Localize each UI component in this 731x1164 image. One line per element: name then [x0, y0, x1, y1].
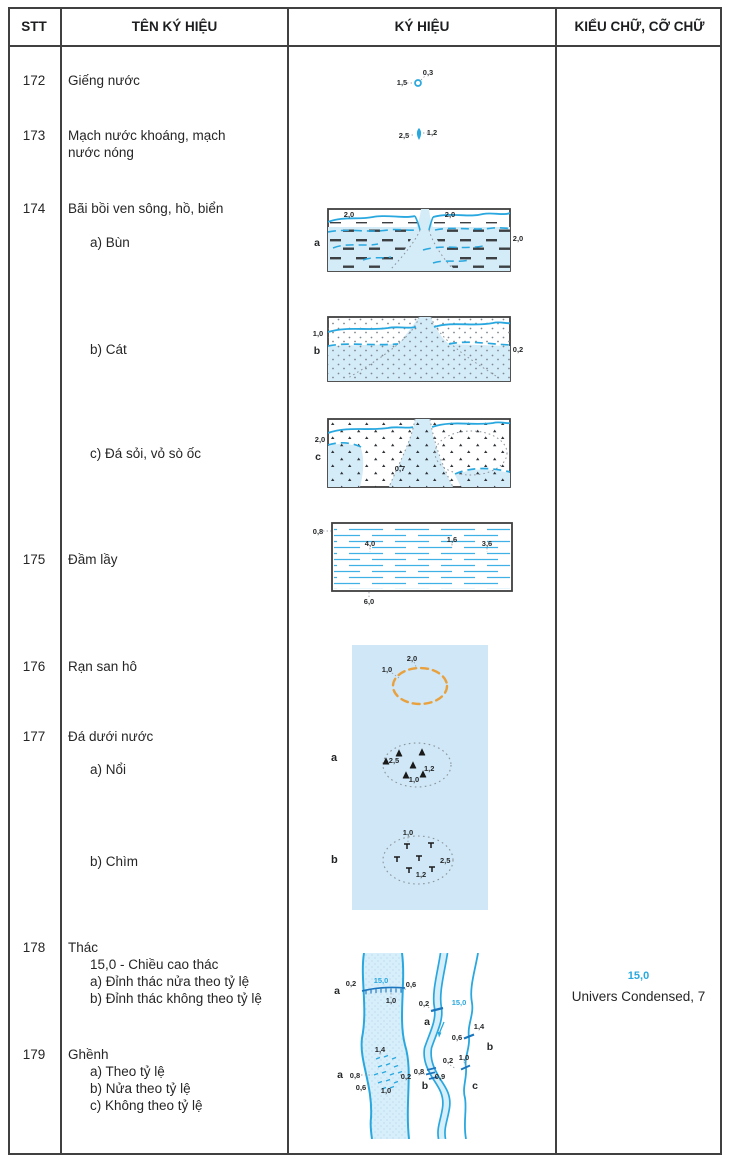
- column-divider-1: [60, 7, 62, 1155]
- spring-drop-icon: [417, 128, 421, 140]
- label-sand-d1: 1,0: [312, 329, 324, 338]
- stt-178: 178: [22, 940, 46, 955]
- name-174b: b) Cát: [90, 342, 127, 357]
- label-falls-d2: 0,6: [405, 980, 417, 989]
- label-falls-d9: 0,2: [400, 1072, 412, 1081]
- label-marsh-d5: 6,0: [363, 597, 375, 606]
- label-well-top: 0,3: [422, 68, 434, 77]
- label-sand-d2: 0,2: [512, 345, 524, 354]
- header-font: KIỂU CHỮ, CỠ CHỮ: [574, 18, 705, 34]
- label-rocksB-d3: 1,2: [415, 870, 427, 879]
- label-falls-d15: 0,9: [434, 1072, 446, 1081]
- label-marsh-d4: 3,6: [481, 539, 493, 548]
- name-175: Đầm lầy: [68, 552, 118, 567]
- name-179b: b) Nửa theo tỷ lệ: [90, 1081, 191, 1096]
- name-177: Đá dưới nước: [68, 729, 154, 744]
- label-sand-letter: b: [313, 345, 321, 357]
- label-falls-d13: 1,0: [458, 1053, 470, 1062]
- gravel-art: [328, 419, 510, 487]
- marsh-pattern: [334, 525, 510, 589]
- name-178a: a) Đỉnh thác nửa theo tỷ lệ: [90, 974, 250, 989]
- label-falls-d6: 0,6: [451, 1033, 463, 1042]
- label-falls-b2: b: [421, 1080, 429, 1092]
- name-179: Ghềnh: [68, 1047, 109, 1062]
- label-spring-right: 1,2: [426, 128, 438, 137]
- waterfall-rapids-diagram: [328, 953, 520, 1139]
- header-divider: [8, 45, 722, 47]
- label-falls-d5: 1,4: [473, 1022, 485, 1031]
- label-falls-c1: c: [472, 1080, 478, 1092]
- name-178: Thác: [68, 940, 99, 955]
- column-divider-3: [555, 7, 557, 1155]
- label-falls-a2: a: [424, 1016, 430, 1028]
- name-178-note: 15,0 - Chiều cao thác: [90, 957, 219, 972]
- name-174c: c) Đá sỏi, vỏ sò ốc: [90, 446, 202, 461]
- label-coral-d1: 2,0: [406, 654, 418, 663]
- letter-rocks-below: b: [331, 854, 338, 866]
- label-marsh-d2: 4,0: [364, 539, 376, 548]
- label-falls-a3: a: [337, 1069, 343, 1081]
- name-173: Mạch nước khoáng, mạch nước nóng: [68, 128, 226, 160]
- label-gravel-letter: c: [315, 451, 321, 463]
- label-spring-left: 2,5: [398, 131, 410, 140]
- gravel-diagram: [303, 413, 529, 497]
- label-falls-a1: a: [334, 985, 340, 997]
- label-mud-d2: 2,0: [444, 210, 456, 219]
- column-divider-2: [287, 7, 289, 1155]
- label-gravel-d1: 2,0: [314, 435, 326, 444]
- mudflat-diagram: [303, 200, 529, 284]
- label-falls-d7: 1,4: [374, 1045, 386, 1054]
- label-falls-d10: 0,6: [355, 1083, 367, 1092]
- label-rocksA-d3: 1,0: [408, 775, 420, 784]
- marsh-diagram: [303, 515, 529, 607]
- river-single-line: [464, 953, 478, 1139]
- name-176: Rạn san hô: [68, 659, 138, 674]
- spring-icon: [385, 118, 455, 148]
- stt-173: 173: [22, 128, 46, 143]
- sand-art: [328, 317, 510, 381]
- stt-179: 179: [22, 1047, 46, 1062]
- name-177b: b) Chìm: [90, 854, 139, 869]
- name-174: Bãi bồi ven sông, hồ, biển: [68, 201, 224, 216]
- name-178b: b) Đỉnh thác không theo tỷ lệ: [90, 991, 262, 1006]
- label-falls-h1: 15,0: [373, 976, 389, 985]
- sandflat-diagram: [303, 308, 529, 392]
- header-symbol: KÝ HIỆU: [394, 18, 450, 34]
- label-falls-h2: 15,0: [451, 998, 467, 1007]
- label-rocksA-d1: 2,5: [388, 756, 400, 765]
- well-circle-icon: [415, 80, 421, 86]
- font-sample-value: 15,0: [627, 970, 650, 982]
- label-falls-d8: 0,8: [349, 1071, 361, 1080]
- name-177a: a) Nổi: [90, 762, 127, 777]
- label-rocksB-d1: 1,0: [402, 828, 414, 837]
- name-179a: a) Theo tỷ lệ: [90, 1064, 165, 1079]
- label-falls-d11: 1,0: [380, 1086, 392, 1095]
- label-falls-d4: 0,2: [418, 999, 430, 1008]
- stt-172: 172: [22, 73, 46, 88]
- label-mud-d3: 2,0: [512, 234, 524, 243]
- label-falls-d12: 0,2: [442, 1056, 454, 1065]
- label-falls-d3: 1,0: [385, 996, 397, 1005]
- water-well-icon: [385, 62, 445, 92]
- label-falls-d1: 0,2: [345, 979, 357, 988]
- label-falls-d14: 0,8: [413, 1067, 425, 1076]
- river-narrow-fill: [428, 953, 447, 1139]
- font-name-label: Univers Condensed, 7: [571, 989, 706, 1004]
- stt-174: 174: [22, 201, 46, 216]
- name-172: Giếng nước: [68, 73, 140, 88]
- label-rocksA-d2: 1,2: [424, 764, 435, 773]
- water-panel: [352, 645, 488, 910]
- header-stt: STT: [21, 18, 47, 34]
- stt-175: 175: [22, 552, 46, 567]
- label-well-left: 1,5: [396, 78, 408, 87]
- name-174a: a) Bùn: [90, 235, 130, 250]
- label-coral-d2: 1,0: [381, 665, 393, 674]
- header-name: TÊN KÝ HIỆU: [131, 18, 218, 34]
- label-marsh-d3: 1,6: [446, 535, 458, 544]
- label-rocksB-d2: 2,5: [440, 856, 451, 865]
- stt-177: 177: [22, 729, 46, 744]
- label-mud-d1: 2,0: [343, 210, 355, 219]
- label-falls-b1: b: [486, 1041, 494, 1053]
- label-gravel-d2: 0,7: [394, 464, 406, 473]
- stt-176: 176: [22, 659, 46, 674]
- flow-arrow-head: [438, 1032, 442, 1038]
- letter-rocks-above: a: [331, 752, 338, 764]
- label-mud-letter: a: [314, 237, 320, 249]
- label-marsh-d1: 0,8: [312, 527, 324, 536]
- name-179c: c) Không theo tỷ lệ: [90, 1098, 203, 1113]
